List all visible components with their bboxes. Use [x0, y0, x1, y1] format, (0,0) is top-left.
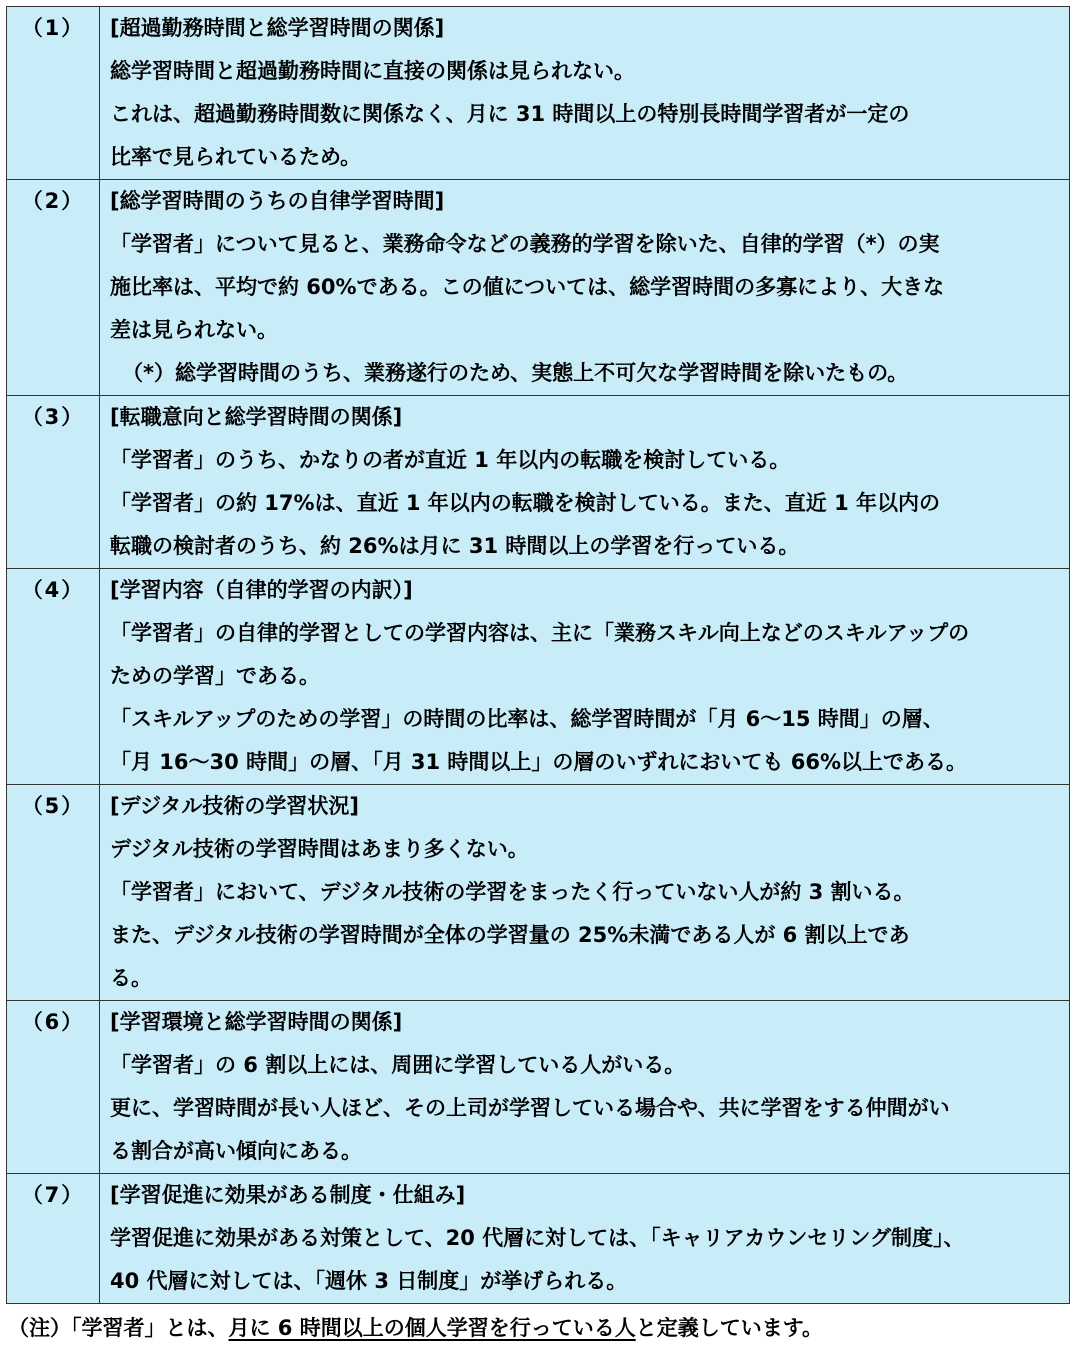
finding-row	[7, 569, 1070, 785]
finding-text-line: 「学習者」について見ると、業務命令などの義務的学習を除いた、自律的学習（*）の実	[110, 232, 940, 256]
finding-number: （7）	[7, 1174, 100, 1304]
finding-number: （5）	[7, 785, 100, 1001]
finding-text-line: 「学習者」のうち、かなりの者が直近 1 年以内の転職を検討している。	[110, 448, 791, 472]
footnote	[8, 1307, 823, 1350]
finding-body	[100, 1174, 1070, 1304]
findings-table-body	[7, 7, 1070, 1304]
finding-text-line: 「学習者」の自律的学習としての学習内容は、主に「業務スキル向上などのスキルアップの	[110, 621, 970, 645]
finding-number: （6）	[7, 1001, 100, 1174]
finding-text-line: 施比率は、平均で約 60%である。この値については、総学習時間の多寡により、大きな	[110, 275, 945, 299]
finding-row	[7, 1001, 1070, 1174]
finding-heading: [転職意向と総学習時間の関係]	[110, 405, 403, 429]
finding-text-line: これは、超過勤務時間数に関係なく、月に 31 時間以上の特別長時間学習者が一定の	[110, 102, 910, 126]
finding-body	[100, 1001, 1070, 1174]
finding-body	[100, 785, 1070, 1001]
footnote-suffix: と定義しています。	[635, 1316, 824, 1340]
finding-text-line: 「スキルアップのための学習」の時間の比率は、総学習時間が「月 6～15 時間」の層、	[110, 707, 944, 731]
finding-heading: [学習環境と総学習時間の関係]	[110, 1010, 403, 1034]
finding-text-line: 「月 16～30 時間」の層、「月 31 時間以上」の層のいずれにおいても 66%以上である。	[110, 750, 967, 774]
finding-number: （4）	[7, 569, 100, 785]
finding-text-line: 差は見られない。	[110, 318, 278, 342]
finding-number: （2）	[7, 180, 100, 396]
finding-heading: [超過勤務時間と総学習時間の関係]	[110, 16, 445, 40]
finding-text-line: 比率で見られているため。	[110, 145, 362, 169]
finding-text-line: 更に、学習時間が長い人ほど、その上司が学習している場合や、共に学習をする仲間がい	[110, 1096, 950, 1120]
finding-heading: [学習促進に効果がある制度・仕組み]	[110, 1183, 466, 1207]
finding-row	[7, 785, 1070, 1001]
finding-text-line: る。	[110, 966, 152, 990]
finding-text-line: また、デジタル技術の学習時間が全体の学習量の 25%未満である人が 6 割以上であ	[110, 923, 910, 947]
finding-row	[7, 1174, 1070, 1304]
finding-row	[7, 396, 1070, 569]
finding-body	[100, 569, 1070, 785]
finding-heading: [デジタル技術の学習状況]	[110, 794, 359, 818]
finding-row	[7, 180, 1070, 396]
footnote-definition: 月に 6 時間以上の個人学習を行っている人	[228, 1316, 636, 1340]
finding-text-line: 「学習者」の 6 割以上には、周囲に学習している人がいる。	[110, 1053, 686, 1077]
finding-text-line: 40 代層に対しては、「週休 3 日制度」が挙げられる。	[110, 1269, 628, 1293]
finding-text-line: 「学習者」において、デジタル技術の学習をまったく行っていない人が約 3 割いる。	[110, 880, 915, 904]
finding-heading: [学習内容（自律的学習の内訳）]	[110, 578, 413, 602]
finding-body	[100, 7, 1070, 180]
finding-text-line: る割合が高い傾向にある。	[110, 1139, 362, 1163]
finding-text-line: 学習促進に効果がある対策として、20 代層に対しては、「キャリアカウンセリング制度」、	[110, 1226, 965, 1250]
finding-row	[7, 7, 1070, 180]
finding-body	[100, 396, 1070, 569]
finding-number: （1）	[7, 7, 100, 180]
finding-text-line: ための学習」である。	[110, 664, 320, 688]
finding-text-line: 総学習時間と超過勤務時間に直接の関係は見られない。	[110, 59, 635, 83]
finding-note: （*）総学習時間のうち、業務遂行のため、実態上不可欠な学習時間を除いたもの。	[122, 361, 909, 385]
footnote-prefix: （注）「学習者」とは、	[8, 1316, 229, 1340]
finding-heading: [総学習時間のうちの自律学習時間]	[110, 189, 445, 213]
finding-body	[100, 180, 1070, 396]
finding-text-line: 「学習者」の約 17%は、直近 1 年以内の転職を検討している。また、直近 1 年以内の	[110, 491, 941, 515]
finding-number: （3）	[7, 396, 100, 569]
finding-text-line: 転職の検討者のうち、約 26%は月に 31 時間以上の学習を行っている。	[110, 534, 800, 558]
findings-table	[6, 6, 1070, 1304]
finding-text-line: デジタル技術の学習時間はあまり多くない。	[110, 837, 529, 861]
